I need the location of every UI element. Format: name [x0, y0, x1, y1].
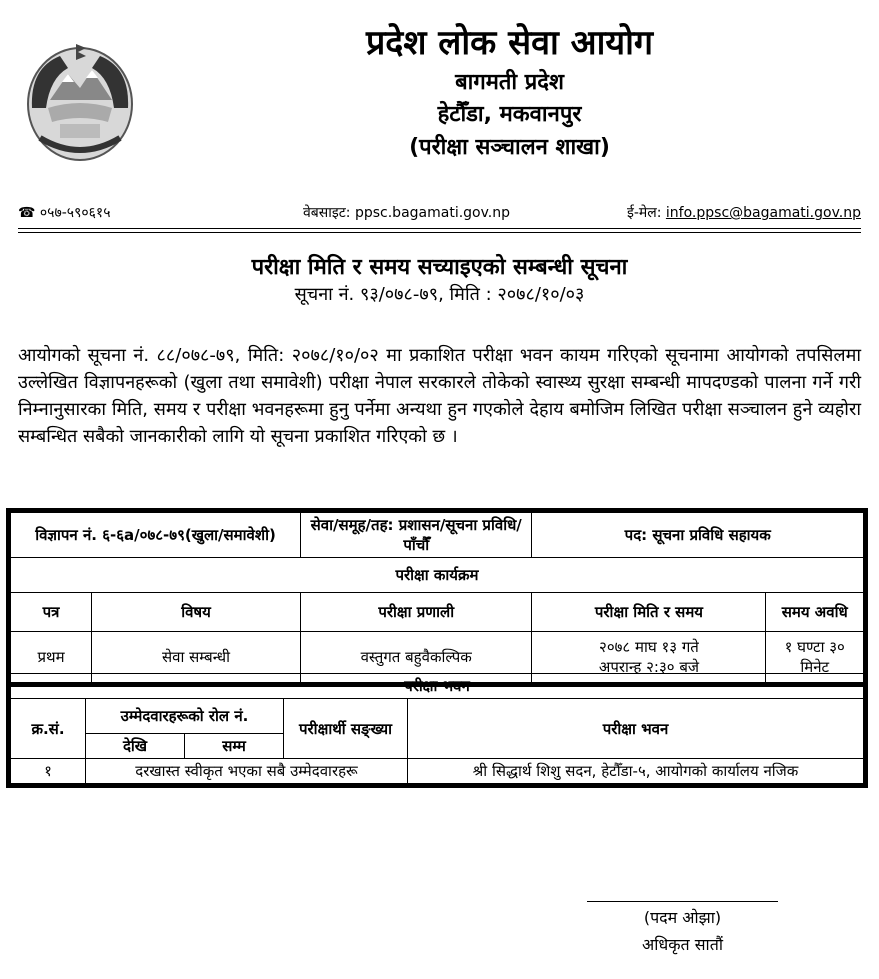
province-name: बागमती प्रदेश: [455, 70, 564, 95]
column-header-from: देखि: [86, 734, 185, 759]
column-header-sn: क्र.सं.: [9, 699, 86, 759]
signatory-name: (पदम ओझा): [643, 908, 722, 927]
sn-cell: १: [9, 759, 86, 786]
office-location: हेटौँडा, मकवानपुर: [437, 102, 582, 127]
phone-contact: [18, 203, 110, 222]
branch-name: (परीक्षा सञ्चालन शाखा): [409, 135, 610, 160]
telephone-icon: ☎: [18, 205, 36, 221]
notice-title: परीक्षा मिति र समय सच्याइएको सम्बन्धी सूचना: [251, 255, 628, 280]
contact-bar: [18, 203, 861, 223]
column-header-subject: विषय: [92, 593, 301, 632]
duration-cell: १ घण्टा ३० मिनेट: [766, 632, 866, 685]
venue-cell: श्री सिद्धार्थ शिशु सदन, हेटौँडा-५, आयोगको कार्यालय नजिक: [408, 759, 866, 786]
email-link[interactable]: info.ppsc@bagamati.gov.np: [665, 205, 861, 221]
advertisement-row: [9, 511, 866, 558]
column-header-method: परीक्षा प्रणाली: [301, 593, 532, 632]
email-contact: [627, 203, 861, 222]
column-header-datetime: परीक्षा मिति र समय: [532, 593, 766, 632]
candidates-cell: दरखास्त स्वीकृत भएका सबै उम्मेदवारहरू: [86, 759, 408, 786]
website-label: वेबसाइट:: [303, 205, 351, 221]
venue-heading-row: [9, 674, 866, 699]
exam-table: [6, 508, 868, 687]
column-header-paper: पत्र: [9, 593, 92, 632]
exam-date: २०७८ माघ १३ गते: [599, 638, 699, 656]
advertisement-number: विज्ञापन नं. ६-६a/०७८-७९(खुला/समावेशी): [9, 511, 301, 558]
schedule-heading-row: [9, 558, 866, 593]
notice-reference: सूचना नं. ९३/०७८-७९, मिति : २०७८/१०/०३: [294, 284, 585, 305]
venue-row: [9, 759, 866, 786]
exam-time: अपरान्ह २:३० बजे: [598, 658, 700, 676]
schedule-header-row: [9, 593, 866, 632]
notice-body: आयोगको सूचना नं. ८८/०७८-७९, मिति: २०७८/१०/०२ मा प्रकाशित परीक्षा भवन कायम गरिएको सूचनामा आयोगको तपसिलमा उल्लेखित विज्ञापनहरूको (खुला तथा समावेशी) परीक्षा नेपाल सरकारले तोकेको स्वास्थ्य सुरक्षा सम्बन्धी मापदण्डको पालना गर्ने गरी निम्नानुसारका मिति, समय र परीक्षा भवनहरूमा हुनु पर्नेमा अन्यथा हुन गएकोले देहाय बमोजिम लिखित परीक्षा सञ्चालन हुने व्यहोरा सम्बन्धित सबैको जानकारीको लागि यो सूचना प्रकाशित गरिएको छ ।: [18, 345, 861, 447]
column-header-venue: परीक्षा भवन: [408, 699, 866, 759]
subject-cell: सेवा सम्बन्धी: [92, 632, 301, 685]
signatory-designation: अधिकृत सातौं: [642, 935, 723, 954]
column-header-count: परीक्षार्थी सङ्ख्या: [284, 699, 408, 759]
nepal-emblem-icon: [20, 38, 140, 164]
commission-title: प्रदेश लोक सेवा आयोग: [365, 23, 654, 63]
column-header-roll: उम्मेदवारहरूको रोल नं.: [86, 699, 284, 734]
signature-line: [587, 901, 778, 902]
header-divider-secondary: [18, 232, 861, 233]
service-group-level: सेवा/समूह/तह: प्रशासन/सूचना प्रविधि/पाँचौँ: [301, 511, 532, 558]
website-contact: [303, 203, 510, 222]
venue-heading: परीक्षा भवन: [9, 674, 866, 699]
column-header-duration: समय अवधि: [766, 593, 866, 632]
method-cell: वस्तुगत बहुवैकल्पिक: [301, 632, 532, 685]
phone-number: ०५७-५९०६१५: [39, 205, 111, 221]
paper-cell: प्रथम: [9, 632, 92, 685]
website-url[interactable]: ppsc.bagamati.gov.np: [354, 205, 511, 221]
venue-header-row: [9, 699, 866, 734]
email-label: ई-मेल:: [626, 205, 662, 221]
post-name: पद: सूचना प्रविधि सहायक: [532, 511, 866, 558]
venue-table: [6, 673, 868, 788]
schedule-heading: परीक्षा कार्यक्रम: [9, 558, 866, 593]
column-header-to: सम्म: [185, 734, 284, 759]
header-divider: [18, 228, 861, 229]
